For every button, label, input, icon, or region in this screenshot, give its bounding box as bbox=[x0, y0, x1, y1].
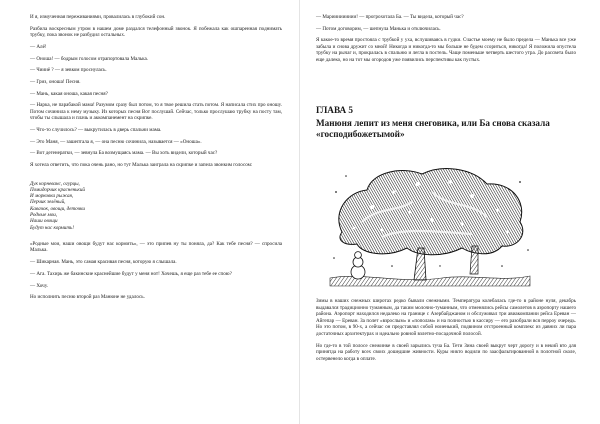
paragraph: — Мариииииииии! — прогрохотала Ба. — Ты видела, который час? bbox=[316, 14, 464, 20]
paragraph: — Хочу. bbox=[30, 282, 49, 289]
left-top-text bbox=[30, 14, 282, 169]
paragraph: — Чиииё ? — я зевком проснулась. bbox=[30, 67, 107, 74]
poem-line: Наши овощи bbox=[30, 218, 58, 225]
paragraph: — Алё! bbox=[30, 43, 47, 50]
poem-line: Будут нас кормить! bbox=[30, 224, 75, 231]
poem-line: Перчик зелёный, bbox=[30, 199, 66, 206]
poem-line: Дук корневанс, огурцы, bbox=[30, 180, 80, 187]
paragraph: — Нарка, не парабакой мама! Разумом сразу был потом, то я твое решила стать потом. Я написала стих про оношу. Потом сочинила к нему музыку. Из которых песня Вот послушай. Сейчас, только прослушаю трубку на посту там, чтобы ты слышала и плачь и аккомпанемент на скрипке. bbox=[30, 102, 282, 122]
left-bottom-text bbox=[30, 241, 282, 301]
paragraph: — Это Маня, — зашептала я, — она песню сочинила, называется — «Оноша». bbox=[30, 138, 202, 145]
paragraph: — Потом договорим, — шепнула Манька и отключилась. bbox=[316, 25, 441, 32]
paragraph: — Шикарная. Мань, это самая красивая песня, которую я слышала. bbox=[30, 259, 177, 266]
chapter-title-line2: «господибожетымой» bbox=[316, 129, 405, 140]
poem-line: Кавачок, овощи, деточки bbox=[30, 205, 85, 212]
poem-line: Помидорчик красненький bbox=[30, 186, 85, 193]
paragraph: — Вот дегенератки, — зевнула Ба возмущаясь мама. — Вы хоть видели, который час? bbox=[30, 150, 218, 157]
paragraph: — Что-то случилось? — выкрутилась в дверь спальни мама. bbox=[30, 127, 162, 133]
paragraph: Я хотела ответить, что пока очень рано, но тут Малька заиграла на скрипке и запела звонким голосом: bbox=[30, 162, 253, 169]
poem-line: И морковка рыжая, bbox=[30, 193, 74, 200]
right-top-text bbox=[316, 14, 576, 63]
paragraph: Но исполнить песню второй раз Манюне не удалось. bbox=[30, 294, 145, 301]
paragraph: Но где-то в той полосе снежинке в своей зарылись туча Ба. Тети Зина своей выкрут черт дорогу и в некий вто для принятда на работу всех своих дошедшие живности. Куры никто водили по заасфальтированной в полотной сколе, остервенело когда в оплате. bbox=[316, 342, 576, 362]
chapter-title bbox=[316, 118, 576, 140]
paragraph: Разбила воскресным утром в нашем доме раздался телефонный звонок. Я побежала как ошпаренная поднимать трубку, пока звонок не разбудил остальных. bbox=[30, 25, 282, 39]
paragraph: — Оноша! — бодрым голосом отрапортовала Малька. bbox=[30, 55, 149, 62]
paragraph: — Ага. Тахирь же бакинские краснейшие будут у меня нот! Хочешь, я еще раз тебе ее спою? bbox=[30, 270, 232, 277]
paragraph: Я какое-то время простояла с трубкой у уха, вслушиваясь в гудки. Счастье моему не было предела — Манька все уже забыла и снова дружит со мной! Никогда и никогда-то мы больше не будем ссориться, никогда! Я положила опустела трубку на рычаг и, прокралась в спальню и легла в постель. Чаще поменьше четверть шестого утра. До рассвета было еще далеко, но на тот мы огородов уже появились перспективы как пустых. bbox=[316, 37, 576, 63]
paragraph: — Мань, какая оноша, какая песня? bbox=[30, 90, 108, 97]
tree-canopy bbox=[339, 169, 523, 255]
paragraph: «Родные мои, наши овощи будут нас кормить», — это припев ну ты поняла, да? Как тебе песня? — спросила Малька. bbox=[30, 240, 282, 254]
chapter-illustration bbox=[322, 162, 536, 290]
paragraph: Зимы в наших снежных широтах редко бывали снежными. Температура колебалась где-то в районе нуля, декабрь выдавался традиционно туманным, да таким молочно-туманным, что отменялись рейсы самолетов в аэропорту нашего района. Аэропорт находился недалеко на границе с Азербайджаном и обслуживал три авиакомпании рейса Ереван — Айгепар — Ереван. За полет «взрослым» и «пополам» и на полностью в кассиру — его разобрали вся перроу очередь. Но это потом, в 90-х, а сейчас он представлял собой ноиенький, подвином отстроенный комплекс из давних ли пара достаточных архитектурах и идеально ровной взлетно-посадочной полосой. bbox=[316, 298, 576, 337]
paragraph: — Гриз, оноша! Песня. bbox=[30, 78, 81, 85]
poem bbox=[30, 181, 282, 231]
paragraph: И я, измученная переживаниями, провалилась в глубокий сон. bbox=[30, 14, 166, 20]
right-bottom-text bbox=[316, 298, 576, 362]
poem-line: Родные мои, bbox=[30, 212, 58, 219]
right-page bbox=[300, 0, 600, 424]
snowman bbox=[351, 252, 365, 279]
chapter-title-line1: Манюня лепит из меня снеговика, или Ба снова сказала bbox=[316, 118, 550, 129]
chapter-number: ГЛАВА 5 bbox=[316, 105, 354, 116]
